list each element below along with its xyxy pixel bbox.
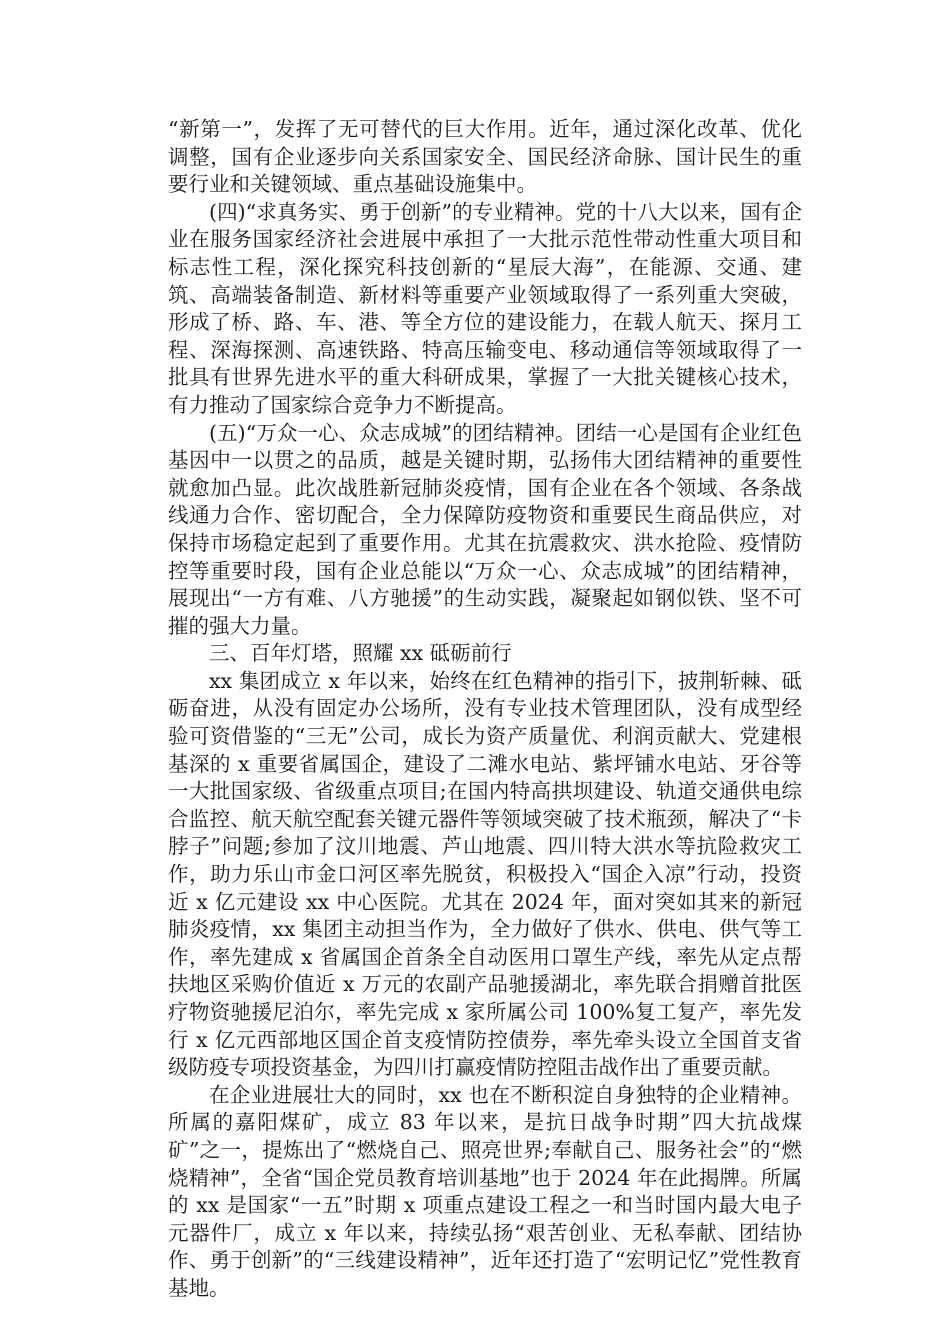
section-heading-3: 三、百年灯塔，照耀 xx 砥砺前行 [209, 641, 512, 666]
paragraph-group-history: xx 集团成立 x 年以来，始终在红色精神的指引下，披荆斩棘、砥砺奋进，从没有固定办公场所，没有专业技术管理团队，没有成型经验可资借鉴的“三无”公司，成长为资产质量优、利润贡献大、党建根基深的 x 重要省属国企，建设了二滩水电站、紫坪铺水电站、牙谷等一大批国家级、省级重点项目;在国内特高拱坝建设、轨道交通供电综合监控、航天航空配套关键元器件等领域突破了技术瓶颈，解决了“卡脖子”问题;参加了汶川地震、芦山地震、四川特大洪水等抗险救灾工作，助力乐山市金口河区率先脱贫，积极投入“国企入凉”行动，投资近 x 亿元建设 xx 中心医院。尤其在 2024 年，面对突如其来的新冠肺炎疫情，xx 集团主动担当作为，全力做好了供水、供电、供气等工作，率先建成 x 省属国企首条全自动医用口罩生产线，率先从定点帮扶地区采购价值近 x 万元的农副产品驰援湖北，率先联合捐赠首批医疗物资驰援尼泊尔，率先完成 x 家所属公司 100%复工复产，率先发行 x 亿元西部地区国企首支疫情防控债券，率先牵头设立全国首支省级防疫专项投资基金，为四川打赢疫情防控阻击战作出了重要贡献。 [168, 668, 802, 1080]
paragraph-section-5: (五)“万众一心、众志成城”的团结精神。团结一心是国有企业红色基因中一以贯之的品质，越是关键时期，弘扬伟大团结精神的重要性就愈加凸显。此次战胜新冠肺炎疫情，国有企业在各个领域、各条战线通力合作、密切配合，全力保障防疫物资和重要民生商品供应，对保持市场稳定起到了重要作用。尤其在抗震救灾、洪水抢险、疫情防控等重要时段，国有企业总能以“万众一心、众志成城”的团结精神，展现出“一方有难、八方驰援”的生动实践，凝聚起如钢似铁、坚不可摧的强大力量。 [168, 420, 802, 638]
document-body [168, 116, 802, 1303]
paragraph-continuation: “新第一”，发挥了无可替代的巨大作用。近年，通过深化改革、优化调整，国有企业逐步向关系国家安全、国民经济命脉、国计民生的重要行业和关键领域、重点基础设施集中。 [168, 117, 802, 197]
paragraph-section-4: (四)“求真务实、勇于创新”的专业精神。党的十八大以来，国有企业在服务国家经济社会进展中承担了一大批示范性带动性重大项目和标志性工程，深化探究科技创新的“星辰大海”，在能源、交通、建筑、高端装备制造、新材料等重要产业领域取得了一系列重大突破，形成了桥、路、车、港、等全方位的建设能力，在载人航天、探月工程、深海探测、高速铁路、特高压输变电、移动通信等领域取得了一批具有世界先进水平的重大科研成果，掌握了一大批关键核心技术，有力推动了国家综合竞争力不断提高。 [168, 199, 802, 417]
paragraph-enterprise-spirit: 在企业进展壮大的同时，xx 也在不断积淀自身独特的企业精神。所属的嘉阳煤矿，成立 83 年以来，是抗日战争时期”四大抗战煤矿”之一，提炼出了“燃烧自己、照亮世界;奉献自己、服务社会”的“燃烧精神”，全省“国企党员教育培训基地”也于 2024 年在此揭牌。所属的 xx 是国家“一五”时期 x 项重点建设工程之一和当时国内最大电子元器件厂，成立 x 年以来，持续弘扬“艰苦创业、无私奉献、团结协作、勇于创新”的“三线建设精神”，近年还打造了“宏明记忆”党性教育基地。 [168, 1082, 802, 1300]
